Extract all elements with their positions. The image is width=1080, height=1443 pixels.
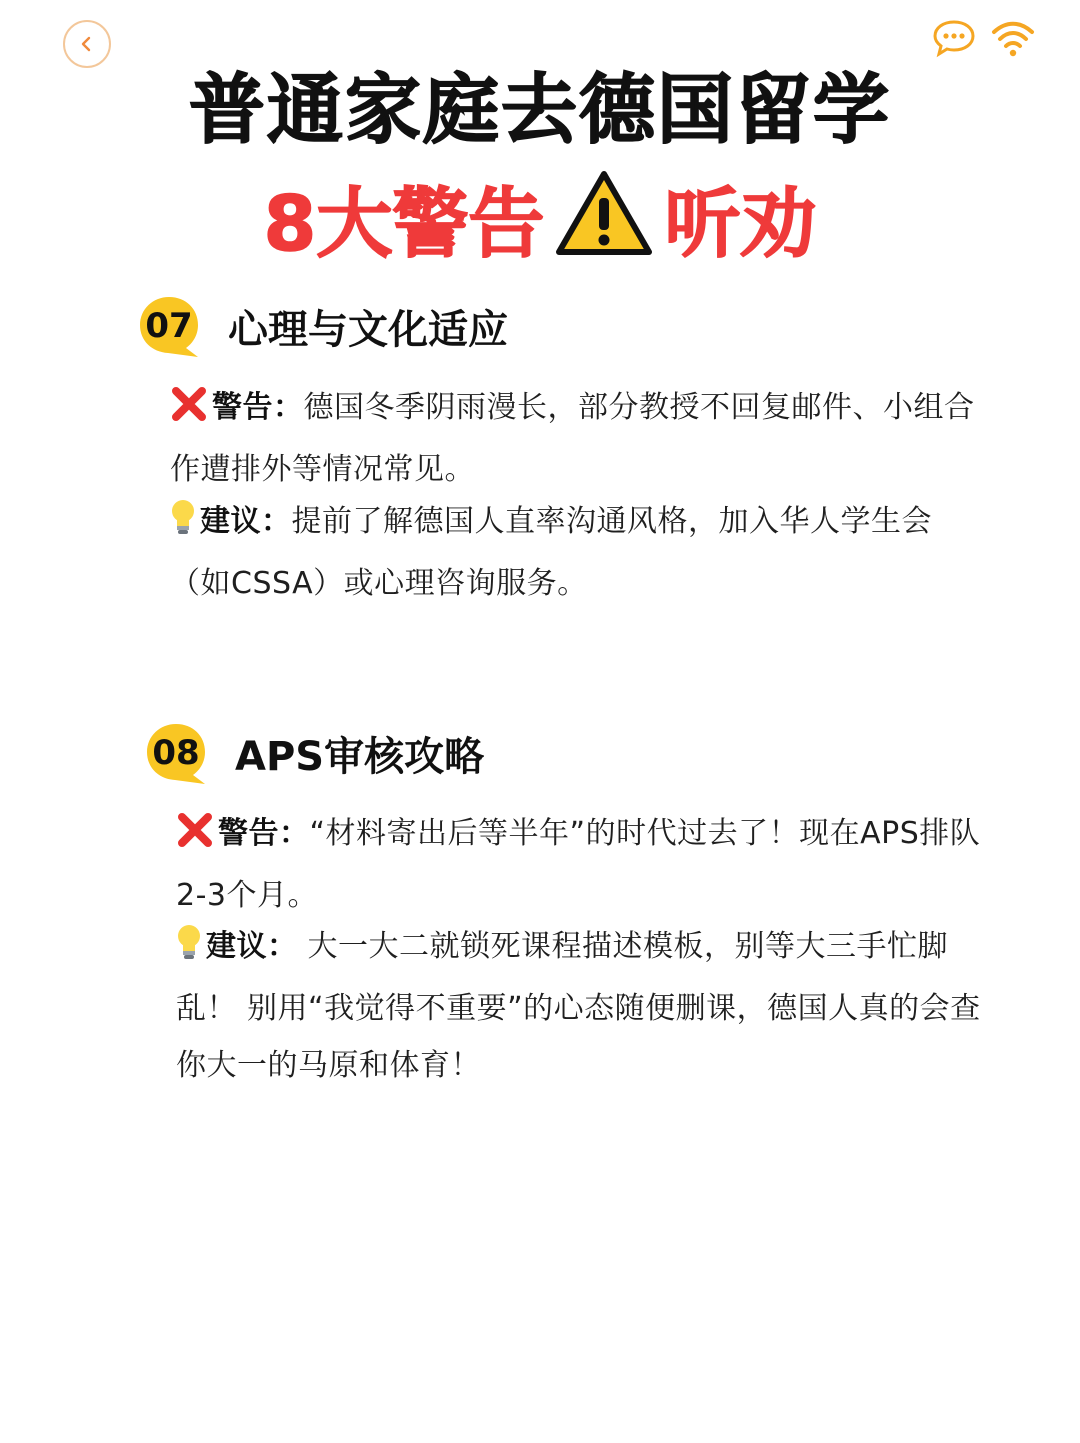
advice-label: 建议： bbox=[200, 504, 292, 539]
cross-mark-icon bbox=[170, 384, 208, 441]
section-heading: 心理与文化适应 bbox=[228, 306, 508, 353]
advice-text: 提前了解德国人直率沟通风格，加入华人学生会（如CSSA）或心理咨询服务。 bbox=[170, 504, 932, 601]
cross-mark-icon bbox=[176, 810, 214, 867]
section-07-warning bbox=[170, 379, 980, 498]
warning-text: “材料寄出后等半年”的时代过去了！现在APS排队2-3个月。 bbox=[176, 816, 981, 913]
back-button[interactable] bbox=[63, 20, 111, 68]
section-heading: APS审核攻略 bbox=[235, 733, 485, 780]
section-number-badge bbox=[138, 295, 200, 357]
warning-text: 德国冬季阴雨漫长，部分教授不回复邮件、小组合作遭排外等情况常见。 bbox=[170, 390, 975, 487]
section-header-08 bbox=[145, 722, 484, 784]
section-08-warning bbox=[176, 805, 986, 924]
subtitle-left: 8大警告 bbox=[263, 179, 545, 268]
subtitle-right: 听劝 bbox=[664, 179, 817, 268]
section-08-advice bbox=[176, 918, 986, 1094]
advice-text: 大一大二就锁死课程描述模板，别等大三手忙脚乱！ 别用“我觉得不重要”的心态随便删课，德国人真的会查你大一的马原和体育！ bbox=[176, 929, 981, 1083]
warning-label: 警告： bbox=[212, 390, 304, 425]
page-title: 普通家庭去德国留学 bbox=[189, 65, 891, 154]
warning-label: 警告： bbox=[218, 816, 310, 851]
wifi-icon bbox=[990, 18, 1036, 58]
advice-label: 建议： bbox=[206, 929, 298, 964]
section-number: 08 bbox=[152, 733, 200, 773]
section-number-badge bbox=[145, 722, 207, 784]
warning-triangle-icon bbox=[554, 168, 654, 280]
chevron-left-icon bbox=[77, 34, 97, 54]
light-bulb-icon bbox=[170, 498, 196, 555]
section-number: 07 bbox=[145, 306, 193, 346]
page-subtitle bbox=[0, 168, 1080, 280]
chat-bubble-icon[interactable] bbox=[932, 18, 976, 58]
section-header-07 bbox=[138, 295, 508, 357]
top-right-icons bbox=[932, 18, 1036, 58]
light-bulb-icon bbox=[176, 923, 202, 980]
section-07-advice bbox=[170, 493, 980, 612]
